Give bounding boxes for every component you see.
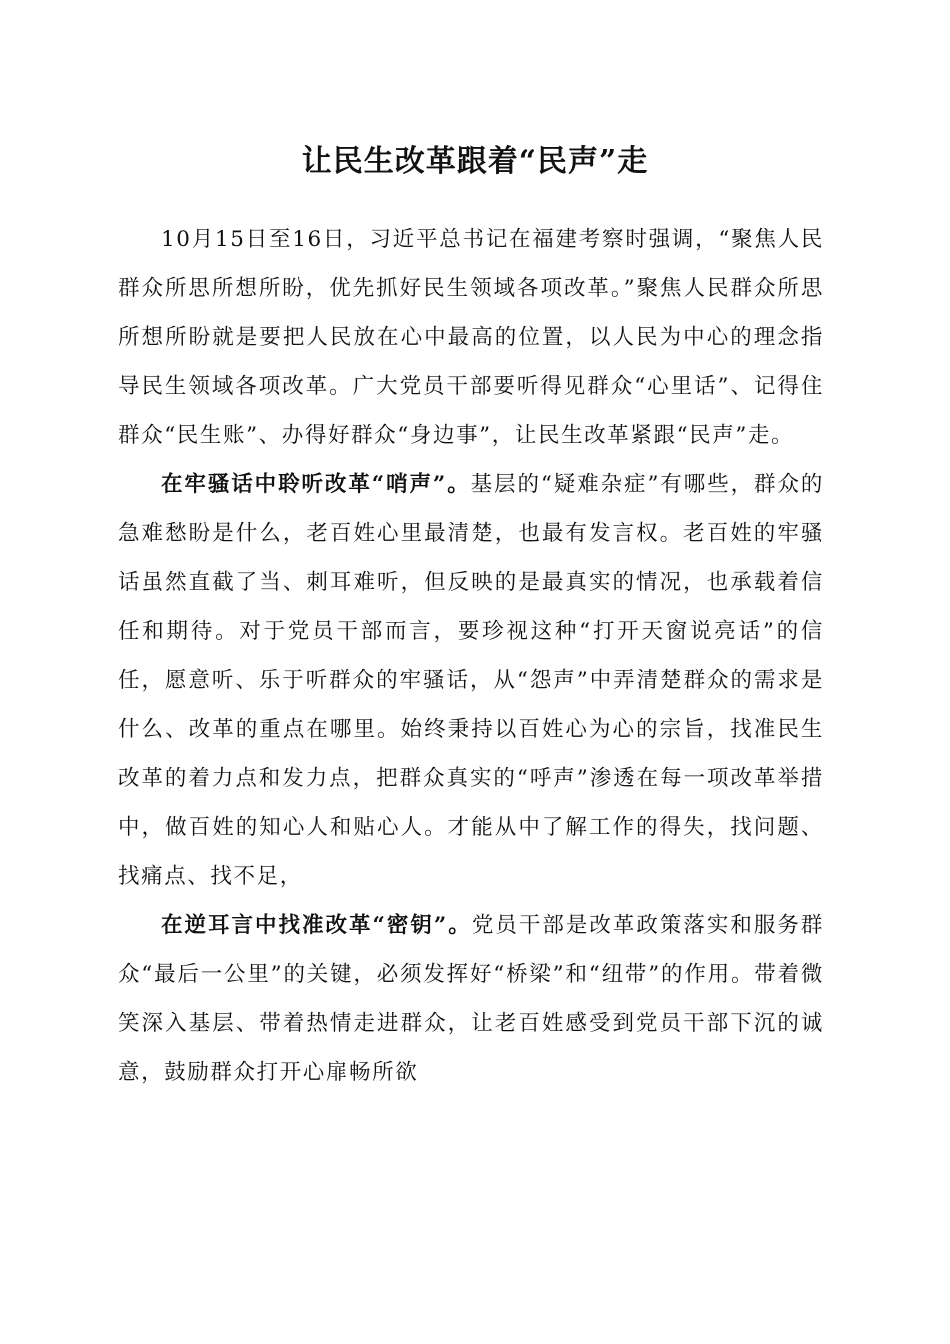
document-body <box>118 215 824 1097</box>
paragraph-text: 党员干部是改革政策落实和服务群众“最后一公里”的关键，必须发挥好“桥梁”和“纽带”的作用。带着微笑深入基层、带着热情走进群众，让老百姓感受到党员干部下沉的诚意，鼓励群众打开心扉畅所欲 <box>118 913 824 1085</box>
paragraph-text: 基层的“疑难杂症”有哪些，群众的急难愁盼是什么，老百姓心里最清楚，也最有发言权。老百姓的牢骚话虽然直截了当、刺耳难听，但反映的是最真实的情况，也承载着信任和期待。对于党员干部而言，要珍视这种“打开天窗说亮话”的信任，愿意听、乐于听群众的牢骚话，从“怨声”中弄清楚群众的需求是什么、改革的重点在哪里。始终秉持以百姓心为心的宗旨，找准民生改革的着力点和发力点，把群众真实的“呼声”渗透在每一项改革举措中，做百姓的知心人和贴心人。才能从中了解工作的得失，找问题、找痛点、找不足， <box>118 472 824 889</box>
document-title: 让民生改革跟着“民声”走 <box>301 144 649 179</box>
paragraph-section-1 <box>118 460 824 901</box>
paragraph-lead-heading: 在逆耳言中找准改革“密钥”。 <box>161 913 472 938</box>
paragraph-intro <box>118 215 824 460</box>
paragraph-text: 10月15日至16日，习近平总书记在福建考察时强调，“聚焦人民群众所思所想所盼，优先抓好民生领域各项改革。”聚焦人民群众所思所想所盼就是要把人民放在心中最高的位置，以人民为中心的理念指导民生领域各项改革。广大党员干部要听得见群众“心里话”、记得住群众“民生账”、办得好群众“身边事”，让民生改革紧跟“民声”走。 <box>118 227 824 448</box>
paragraph-lead-heading: 在牢骚话中聆听改革“哨声”。 <box>161 472 471 497</box>
paragraph-section-2 <box>118 901 824 1097</box>
